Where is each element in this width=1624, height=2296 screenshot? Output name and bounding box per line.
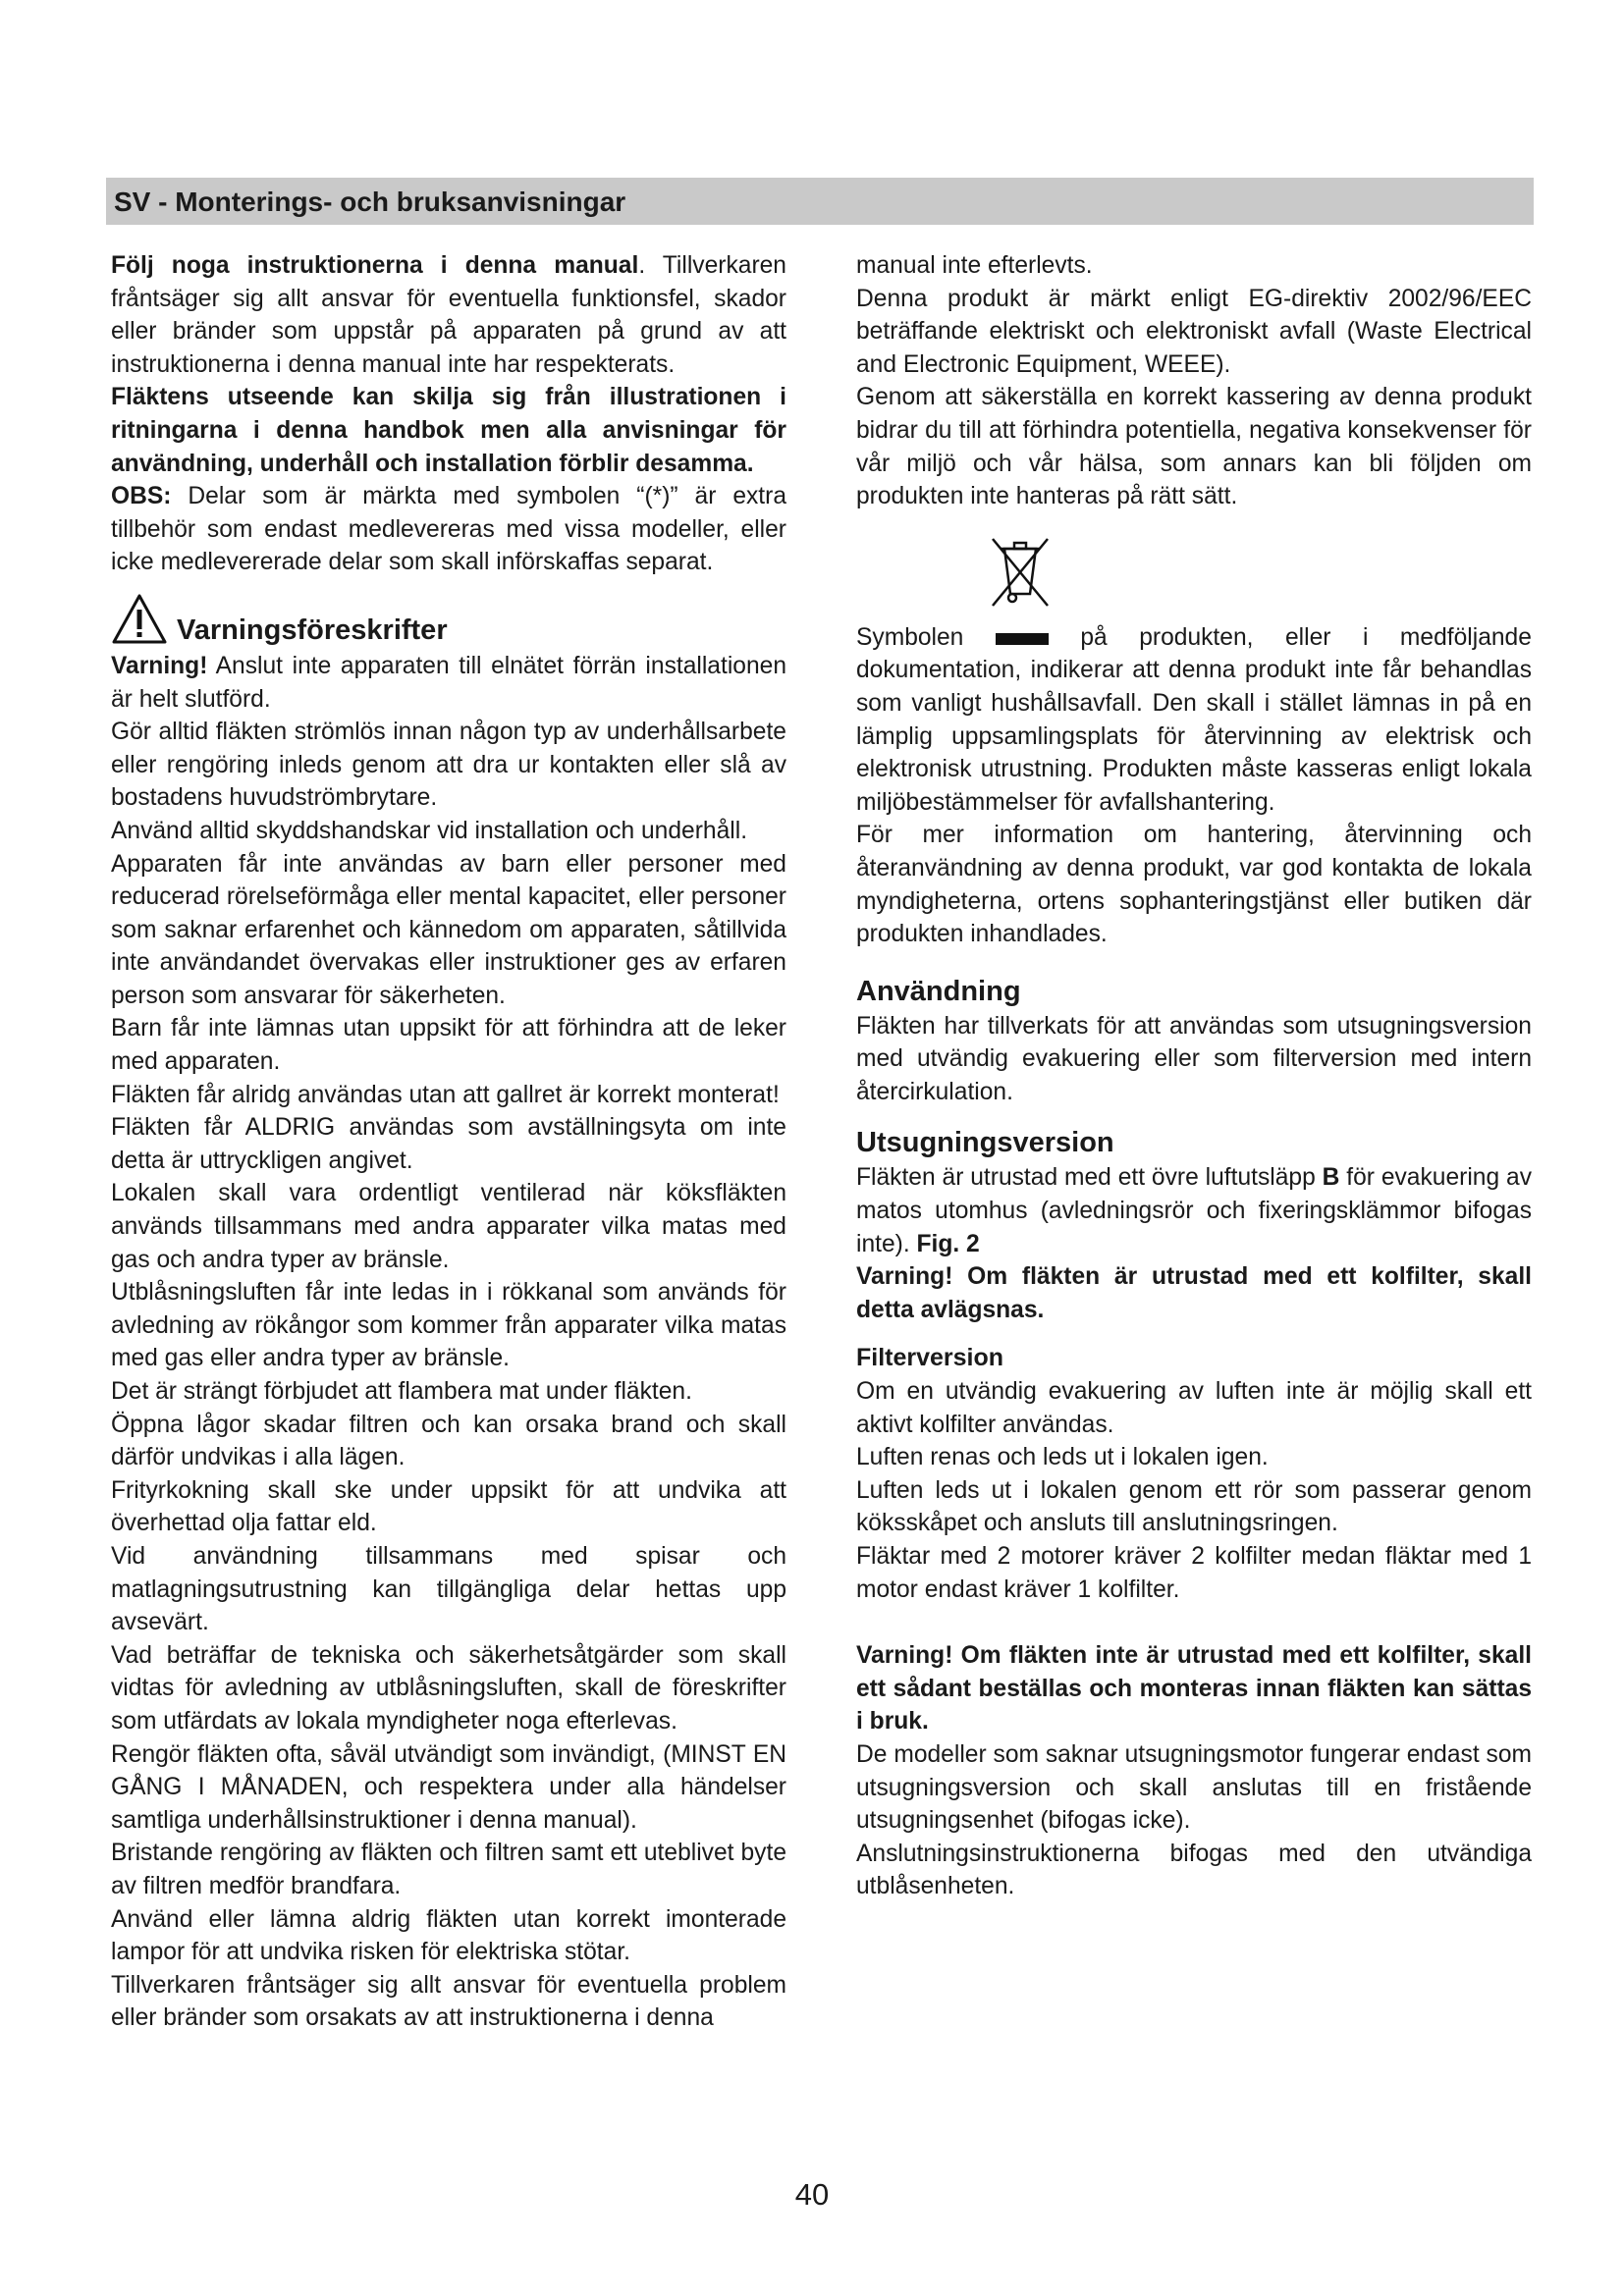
intro-bold: Följ noga instruktionerna i denna manual: [111, 252, 639, 279]
warning-label: Varning!: [111, 652, 208, 679]
usage-heading: Användning: [856, 975, 1021, 1007]
appearance-note: Fläktens utseende kan skilja sig från illustrationen i ritningarna i denna handbok men alla anvisningar för användning, underhåll och installation förblir desamma.: [111, 384, 786, 477]
safety-paragraph: Det är strängt förbjudet att flambera mat under fläkten.: [111, 1378, 692, 1405]
left-column: [111, 249, 786, 2035]
extraction-b: B: [1322, 1164, 1340, 1192]
safety-paragraph: Tillverkaren fråntsäger sig allt ansvar för eventuella problem eller bränder som orsakats av att instruktionerna i denna: [111, 1971, 786, 2032]
figure-reference: Fig. 2: [916, 1230, 980, 1257]
safety-paragraph: Öppna lågor skadar filtren och kan orsaka brand och skall därför undvikas i alla lägen.: [111, 1411, 786, 1471]
section-title: SV - Monterings- och bruksanvisningar: [114, 187, 626, 217]
safety-paragraph: Gör alltid fläkten strömlös innan någon typ av underhållsarbete eller rengöring inleds genom att dra ur kontakten eller slå av bostadens huvudströmbrytare.: [111, 719, 786, 812]
symbol-paragraph: dokumentation, indikerar att denna produkt inte får behandlas som vanligt hushållsavfall. Den skall i stället lämnas in på en lämplig uppsamlingsplats för återvinning av elektrisk och elektronisk utrustning. Produkten måste kasseras enligt lokala miljöbestämmelser för avfallshantering.: [856, 657, 1532, 816]
right-column: [856, 249, 1532, 1903]
safety-paragraph: Fläkten får ALDRIG användas som avställningsyta om inte detta är uttryckligen angivet.: [111, 1114, 786, 1174]
symbol-line: [856, 621, 1532, 655]
warning-first-text: Anslut inte apparaten till elnätet förrän installationen är helt slutförd.: [111, 652, 786, 713]
filter-paragraph: Luften renas och leds ut i lokalen igen.: [856, 1444, 1269, 1471]
filter-warning: Varning! Om fläkten inte är utrustad med ett kolfilter, skall ett sådant beställas och monteras innan fläkten kan sättas i bruk.: [856, 1642, 1532, 1735]
extraction-warning: Varning! Om fläkten är utrustad med ett kolfilter, skall detta avlägsnas.: [856, 1263, 1532, 1323]
obs-paragraph: [111, 480, 786, 579]
safety-paragraph: Fläkten får alridg användas utan att gallret är korrekt monterat!: [111, 1081, 780, 1108]
safety-paragraph: Utblåsningsluften får inte ledas in i rökkanal som används för avledning av rökångor som kommer från apparater vilka matas med gas eller andra typer av bränsle.: [111, 1279, 786, 1372]
connection-paragraph: Anslutningsinstruktionerna bifogas med den utvändiga utblåsenheten.: [856, 1840, 1532, 1900]
crossed-bin-icon: [989, 535, 1052, 610]
symbol-on: på: [1080, 623, 1108, 651]
warnings-heading: Varningsföreskrifter: [177, 614, 448, 646]
safety-paragraph: Bristande rengöring av fläkten och filtren samt ett uteblivet byte av filtren medför brandfara.: [111, 1840, 786, 1899]
safety-paragraph: Vid användning tillsammans med spisar och matlagningsutrustning kan tillgängliga delar hettas upp avsevärt.: [111, 1542, 786, 1636]
warning-first-paragraph: [111, 650, 786, 716]
extraction-heading: Utsugningsversion: [856, 1127, 1114, 1159]
safety-paragraph: Lokalen skall vara ordentligt ventilerad när köksfläkten används tillsammans med andra apparater vilka matas med gas och andra typer av bränsle.: [111, 1180, 786, 1273]
usage-paragraph: Fläkten har tillverkats för att användas som utsugningsversion med utvändig evakuering eller som filterversion med intern återcirkulation.: [856, 1012, 1532, 1105]
filter-paragraph: Luften leds ut i lokalen genom ett rör som passerar genom köksskåpet och ansluts till anslutningsringen.: [856, 1476, 1532, 1537]
obs-text: Delar som är märkta med symbolen “(*)” är extra tillbehör som endast medlevereras med vissa modeller, eller icke medlevererade delar som skall införskaffas separat.: [111, 483, 786, 576]
symbol-word: Symbolen: [856, 623, 964, 651]
warnings-heading-block: [111, 593, 786, 650]
extraction-paragraph: [856, 1161, 1532, 1260]
safety-paragraph: Vad beträffar de tekniska och säkerhetsåtgärder som skall vidtas för avledning av utblåsningsluften, skall de föreskrifter som utfärdats av lokala myndigheter noga efterlevas.: [111, 1641, 786, 1735]
safety-paragraph: Barn får inte lämnas utan uppsikt för att förhindra att de leker med apparaten.: [111, 1015, 786, 1076]
safety-paragraph: Använd eller lämna aldrig fläkten utan korrekt imonterade lampor för att undvika risken för elektriska stötar.: [111, 1905, 786, 1966]
safety-paragraph: Frityrkokning skall ske under uppsikt för att undvika att överhettad olja fattar eld.: [111, 1476, 786, 1537]
symbol-i: i: [1362, 623, 1369, 651]
page-number: 40: [794, 2177, 830, 2212]
filter-paragraph: Om en utvändig evakuering av luften inte är möjlig skall ett aktivt kolfilter användas.: [856, 1378, 1532, 1438]
extraction-text-2: för evakuering av matos utomhus (avledningsrör och fixeringsklämmor bifogas inte).: [856, 1164, 1532, 1257]
safety-paragraph: Apparaten får inte användas av barn eller personer med reducerad rörelseförmåga eller mental kapacitet, eller personer som saknar erfarenhet och kännedom om apparaten, såtillvida inte användandet övervakas eller instruktioner ges av erfaren person som ansvarar för säkerheten.: [111, 850, 786, 1009]
black-bar-symbol: [996, 633, 1049, 645]
section-header-bar: [106, 178, 1534, 225]
filter-paragraph: Fläktar med 2 motorer kräver 2 kolfilter medan fläktar med 1 motor endast kräver 1 kolfilter.: [856, 1543, 1532, 1603]
models-paragraph: De modeller som saknar utsugningsmotor fungerar endast som utsugningsversion och skall anslutas till en fristående utsugningsenhet (bifogas icke).: [856, 1740, 1532, 1835]
intro-paragraph: [111, 249, 786, 381]
weee-paragraph: Denna produkt är märkt enligt EG-direktiv 2002/96/EEC beträffande elektriskt och elektroniskt avfall (Waste Electrical and Electronic Equipment, WEEE).: [856, 285, 1532, 378]
filter-heading: Filterversion: [856, 1344, 1004, 1372]
symbol-docs: medföljande: [1399, 623, 1532, 651]
safety-paragraph: Rengör fläkten ofta, såväl utvändigt som invändigt, (MINST EN GÅNG I MÅNADEN, och respektera under alla händelser samtliga underhållsinstruktioner i denna manual).: [111, 1740, 786, 1834]
disposal-paragraph: Genom att säkerställa en korrekt kassering av denna produkt bidrar du till att förhindra potentiella, negativa konsekvenser för vår miljö och vår hälsa, som annars kan bli följden om produkten inte hanteras på rätt sätt.: [856, 384, 1532, 510]
more-info-paragraph: För mer information om hantering, återvinning och återanvändning av denna produkt, var god kontakta de lokala myndigheterna, ortens sophanteringstjänst eller butiken där produkten inhandlades.: [856, 822, 1532, 948]
symbol-product: produkten,: [1139, 623, 1254, 651]
symbol-or: eller: [1284, 623, 1331, 651]
warning-triangle-icon: [111, 593, 168, 646]
intro-rest: . Tillverkaren fråntsäger sig allt ansvar för eventuella funktionsfel, skador eller bränder som uppstår på apparaten på grund av att instruktionerna i denna manual inte har respekterats.: [111, 252, 786, 378]
obs-label: OBS:: [111, 483, 172, 510]
safety-paragraph: Använd alltid skyddshandskar vid installation och underhåll.: [111, 817, 748, 844]
extraction-text-1: Fläkten är utrustad med ett övre luftutsläpp: [856, 1164, 1323, 1192]
continuation-text: manual inte efterlevts.: [856, 252, 1093, 279]
weee-symbol-block: [856, 535, 1532, 610]
